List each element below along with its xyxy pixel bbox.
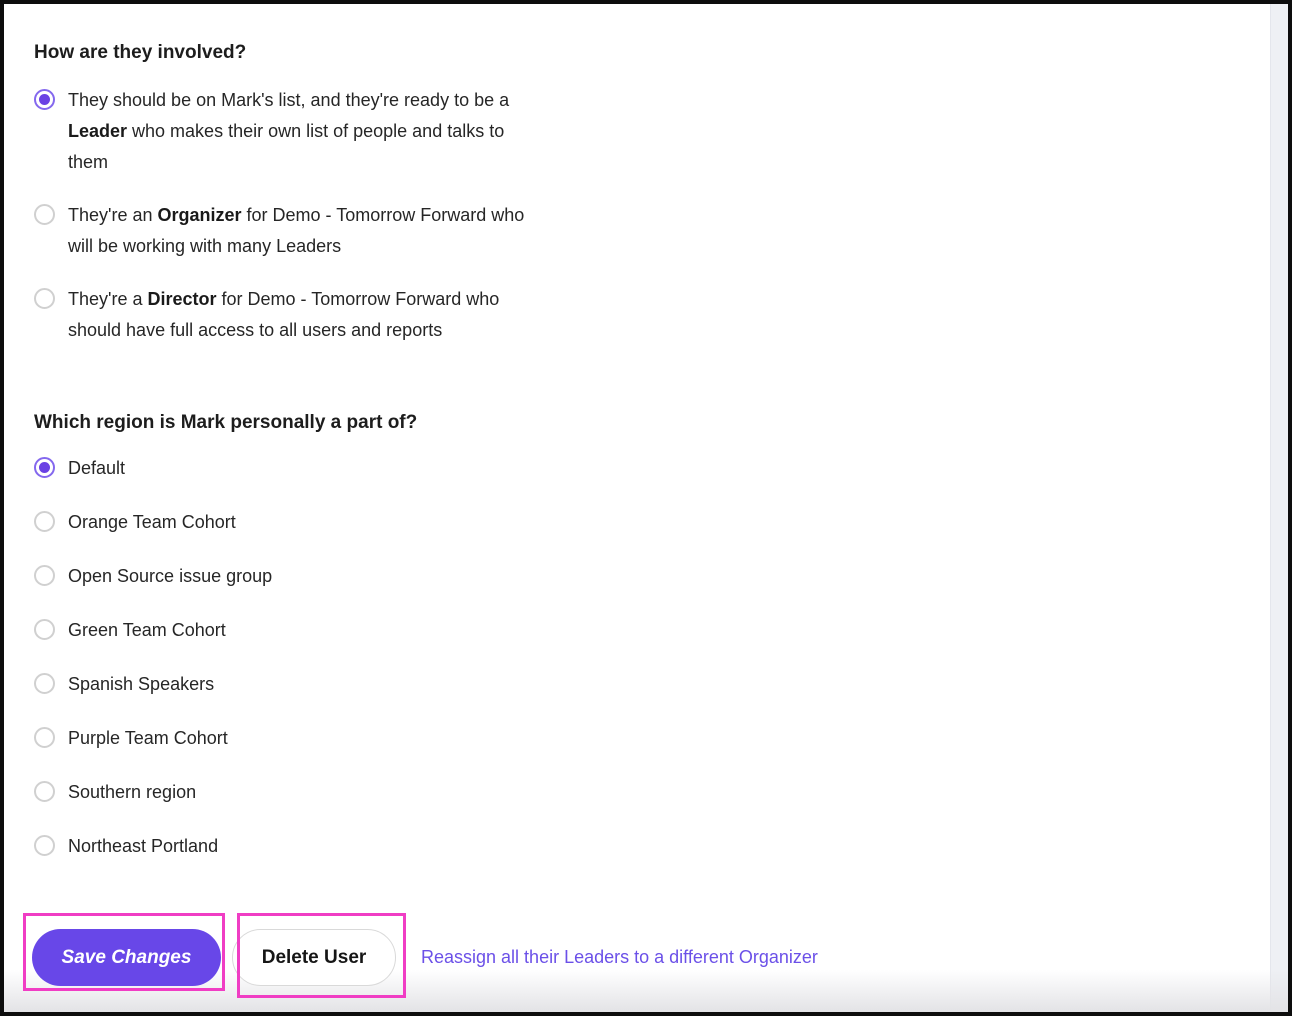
involvement-heading: How are they involved? [34, 42, 247, 63]
region-option-label: Spanish Speakers [68, 674, 215, 694]
region-option-label: Open Source issue group [68, 566, 273, 586]
region-heading: Which region is Mark personally a part of? [34, 412, 418, 433]
region-option-orange-team-cohort[interactable] [34, 510, 728, 534]
radio-button-icon[interactable] [34, 673, 55, 694]
radio-button-icon[interactable] [34, 565, 55, 586]
radio-button-icon[interactable] [34, 204, 55, 225]
radio-button-icon[interactable] [34, 835, 55, 856]
region-option-open-source-issue-group[interactable] [34, 564, 728, 588]
region-option-southern-region[interactable] [34, 780, 728, 804]
involvement-option-director-label: They're a Director for Demo - Tomorrow Forward who should have full access to all users and reports [68, 289, 500, 340]
save-changes-button[interactable]: Save Changes [32, 929, 221, 986]
region-option-label: Purple Team Cohort [68, 728, 228, 748]
reassign-leaders-link[interactable]: Reassign all their Leaders to a different Organizer [421, 947, 818, 967]
region-option-northeast-portland[interactable] [34, 834, 728, 858]
radio-button-selected-icon[interactable] [34, 457, 55, 478]
radio-button-icon[interactable] [34, 727, 55, 748]
region-option-label: Northeast Portland [68, 836, 219, 856]
region-option-label: Green Team Cohort [68, 620, 226, 640]
region-option-green-team-cohort[interactable] [34, 618, 728, 642]
region-option-label: Default [68, 458, 126, 478]
radio-button-icon[interactable] [34, 511, 55, 532]
region-section [34, 410, 728, 858]
delete-user-button[interactable]: Delete User [232, 929, 396, 986]
radio-button-icon[interactable] [34, 781, 55, 802]
region-option-spanish-speakers[interactable] [34, 672, 728, 696]
involvement-option-organizer-label: They're an Organizer for Demo - Tomorrow Forward who will be working with many Leaders [68, 205, 525, 256]
involvement-option-leader[interactable] [34, 85, 728, 178]
involvement-section [34, 41, 728, 346]
involvement-option-director[interactable] [34, 284, 728, 346]
radio-button-icon[interactable] [34, 619, 55, 640]
involvement-option-leader-label: They should be on Mark's list, and they're ready to be a Leader who makes their own list of people and talks to them [68, 90, 510, 172]
region-option-default[interactable] [34, 456, 728, 480]
radio-button-selected-icon[interactable] [34, 89, 55, 110]
region-option-purple-team-cohort[interactable] [34, 726, 728, 750]
region-option-label: Orange Team Cohort [68, 512, 236, 532]
form-content [4, 4, 1288, 858]
involvement-option-organizer[interactable] [34, 200, 728, 262]
region-option-label: Southern region [68, 782, 197, 802]
radio-button-icon[interactable] [34, 288, 55, 309]
